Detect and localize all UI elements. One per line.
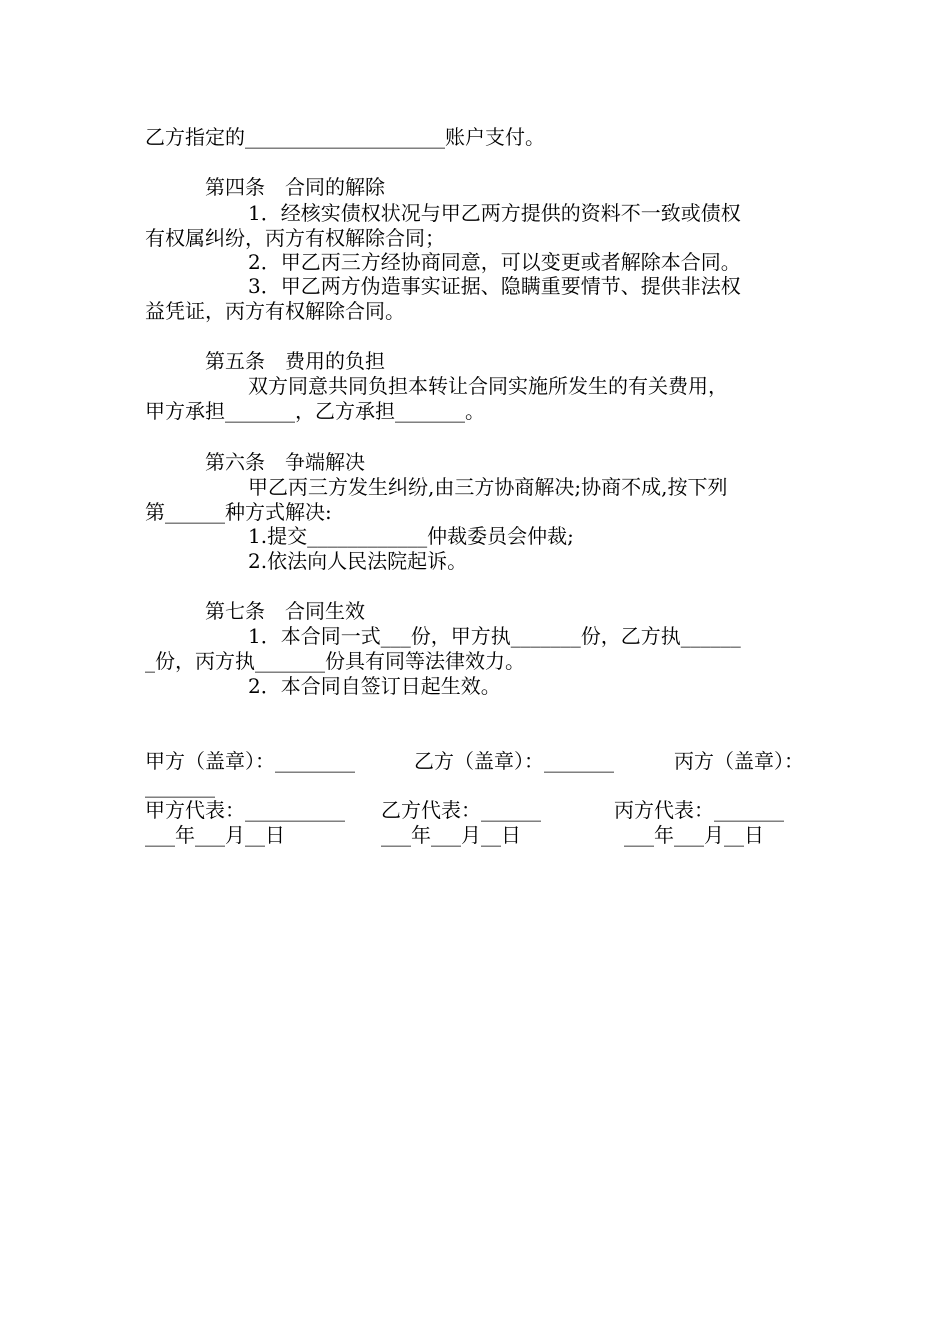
article-6-clause-line-2: 第______种方式解决: <box>145 500 332 524</box>
article-4-clause-1-line-1: 1．经核实债权状况与甲乙两方提供的资料不一致或债权 <box>248 201 741 225</box>
article-6-option-2: 2.依法向人民法院起诉。 <box>248 549 468 573</box>
article-7-clause-1-line-2: _份，丙方执_______份具有同等法律效力。 <box>145 649 525 673</box>
party-c-seal-line: _______ <box>145 774 215 798</box>
party-b-date: ___年___月__日 <box>381 823 521 847</box>
party-b-seal: 乙方（盖章）：_______ <box>414 749 614 773</box>
party-a-representative: 甲方代表：__________ <box>145 798 345 822</box>
article-6-clause-line-1: 甲乙丙三方发生纠纷,由三方协商解决;协商不成,按下列 <box>248 475 728 499</box>
party-a-seal: 甲方（盖章）：________ <box>145 749 355 773</box>
article-4-title: 第四条 合同的解除 <box>205 175 385 199</box>
party-c-representative: 丙方代表：_______ <box>614 798 784 822</box>
party-c-seal: 丙方（盖章）： <box>674 749 804 773</box>
article-6-title: 第六条 争端解决 <box>205 450 365 474</box>
article-4-clause-2: 2．甲乙丙三方经协商同意，可以变更或者解除本合同。 <box>248 250 741 274</box>
payment-account-line: 乙方指定的____________________账户支付。 <box>145 125 545 149</box>
article-6-option-1: 1.提交____________仲裁委员会仲裁; <box>248 524 574 548</box>
party-a-date: ___年___月__日 <box>145 823 285 847</box>
article-7-clause-2: 2．本合同自签订日起生效。 <box>248 674 501 698</box>
article-5-title: 第五条 费用的负担 <box>205 349 385 373</box>
party-c-date: ___年___月__日 <box>624 823 764 847</box>
article-4-clause-3-line-2: 益凭证，丙方有权解除合同。 <box>145 299 405 323</box>
article-5-clause-line-1: 双方同意共同负担本转让合同实施所发生的有关费用， <box>248 374 728 398</box>
article-4-clause-1-line-2: 有权属纠纷，丙方有权解除合同； <box>145 226 445 250</box>
party-b-representative: 乙方代表：______ <box>381 798 541 822</box>
article-7-clause-1-line-1: 1．本合同一式___份，甲方执_______份，乙方执______ <box>248 624 741 648</box>
article-4-clause-3-line-1: 3．甲乙两方伪造事实证据、隐瞒重要情节、提供非法权 <box>248 274 741 298</box>
article-7-title: 第七条 合同生效 <box>205 599 365 623</box>
article-5-clause-line-2: 甲方承担_______，乙方承担_______。 <box>145 399 485 423</box>
